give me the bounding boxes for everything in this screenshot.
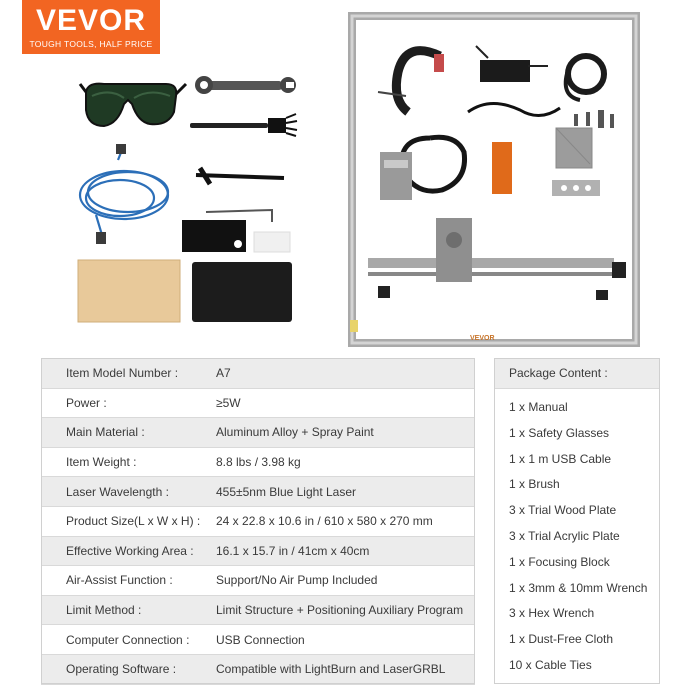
- spec-value: Compatible with LightBurn and LaserGRBL: [216, 654, 475, 684]
- spec-key: Item Model Number :: [41, 359, 216, 389]
- table-row: [41, 447, 475, 477]
- spec-key: Computer Connection :: [41, 625, 216, 655]
- table-row: [41, 359, 475, 389]
- spec-value: A7: [216, 359, 475, 389]
- list-item: 1 x Manual: [509, 400, 568, 414]
- cable-tie-image: [196, 168, 284, 184]
- logo-brand: VEVOR: [35, 4, 147, 37]
- package-content-list: [495, 389, 659, 679]
- spec-key: Main Material :: [41, 418, 216, 448]
- table-row: [41, 625, 475, 655]
- spec-table: [41, 358, 475, 685]
- table-row: [41, 506, 475, 536]
- spec-value: 16.1 x 15.7 in / 41cm x 40cm: [216, 536, 475, 566]
- list-item: 1 x 1 m USB Cable: [509, 451, 612, 466]
- spec-key: Operating Software :: [41, 654, 216, 684]
- spec-key: Air-Assist Function :: [41, 566, 216, 596]
- package-content-panel: [494, 358, 660, 684]
- spec-key: Limit Method :: [41, 595, 216, 625]
- list-item: 3 x Trial Acrylic Plate: [509, 528, 620, 543]
- safety-glasses-image: [80, 84, 186, 126]
- list-item: 3 x Hex Wrench: [509, 606, 595, 621]
- table-row: [41, 477, 475, 507]
- spec-value: ≥5W: [216, 388, 475, 418]
- package-content-title: Package Content :: [495, 359, 659, 389]
- spec-value: Aluminum Alloy + Spray Paint: [216, 418, 475, 448]
- table-row: [41, 595, 475, 625]
- list-item: 1 x Brush: [509, 477, 560, 492]
- table-row: [41, 536, 475, 566]
- spec-value: USB Connection: [216, 625, 475, 655]
- table-row: [41, 654, 475, 684]
- list-item: 1 x Safety Glasses: [509, 425, 610, 440]
- wood-plate-image: [78, 260, 180, 322]
- spec-key: Effective Working Area :: [41, 536, 216, 566]
- list-item: 10 x Cable Ties: [509, 657, 592, 672]
- table-row: [41, 418, 475, 448]
- spec-key: Product Size(L x W x H) :: [41, 506, 216, 536]
- list-item: 1 x 3mm & 10mm Wrench: [509, 580, 648, 595]
- wrench-image: [195, 76, 296, 94]
- spec-key: Item Weight :: [41, 447, 216, 477]
- spec-value: 24 x 22.8 x 10.6 in / 610 x 580 x 270 mm: [216, 506, 475, 536]
- table-row: [41, 566, 475, 596]
- spec-value: Limit Structure + Positioning Auxiliary Program: [216, 595, 475, 625]
- spec-key: Laser Wavelength :: [41, 477, 216, 507]
- dust-free-cloth-image: [192, 262, 292, 322]
- usb-cable-image: [80, 150, 168, 235]
- spec-value: Support/No Air Pump Included: [216, 566, 475, 596]
- frame-label: VEVOR: [470, 335, 495, 342]
- table-row: [41, 388, 475, 418]
- list-item: 1 x Dust-Free Cloth: [509, 632, 614, 647]
- spec-value: 455±5nm Blue Light Laser: [216, 477, 475, 507]
- list-item: 3 x Trial Wood Plate: [509, 503, 617, 518]
- brush-image: [190, 114, 297, 136]
- logo-tagline: TOUGH TOOLS, HALF PRICE: [29, 39, 153, 49]
- spec-value: 8.8 lbs / 3.98 kg: [216, 447, 475, 477]
- list-item: 1 x Focusing Block: [509, 554, 610, 569]
- spec-key: Power :: [41, 388, 216, 418]
